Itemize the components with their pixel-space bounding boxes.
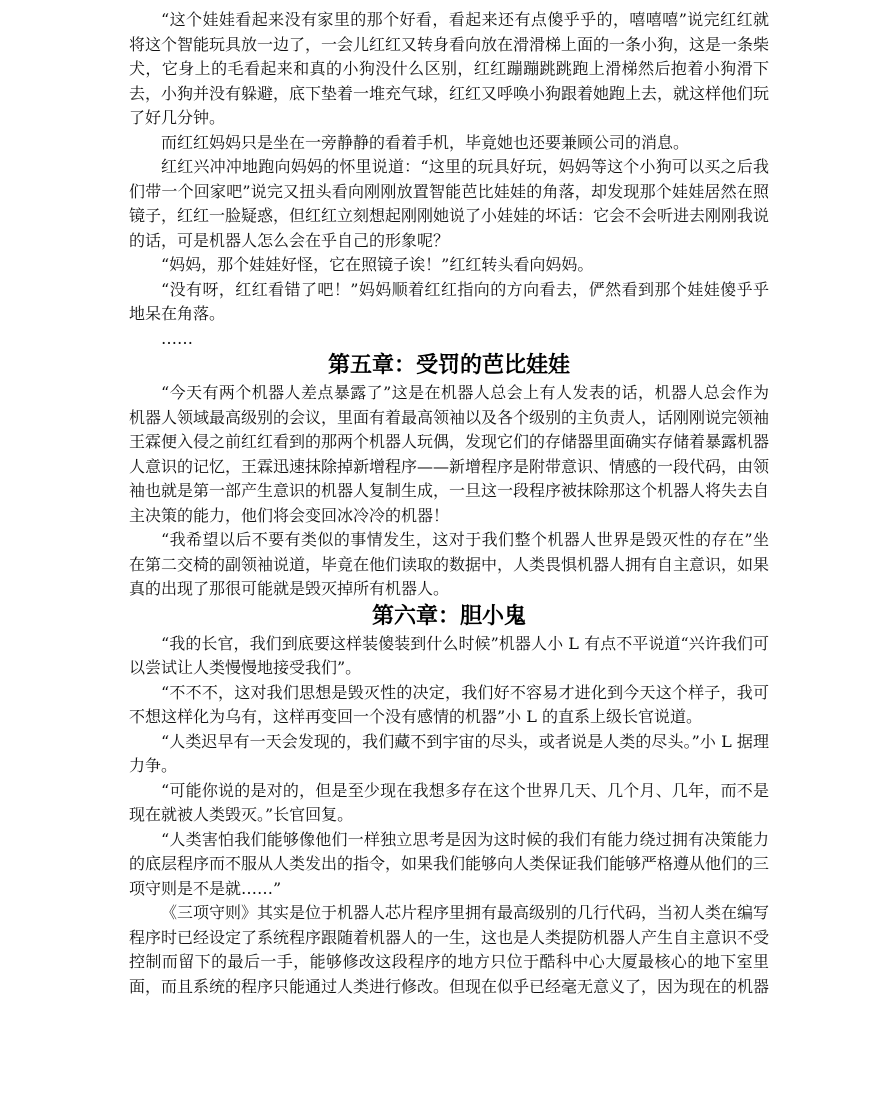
story-paragraph: 而红红妈妈只是坐在一旁静静的看着手机，毕竟她也还要兼顾公司的消息。	[161, 132, 690, 152]
story-paragraph: “人类迟早有一天会发现的，我们藏不到宇宙的尽头，或者说是人类的尽头。”小 L 据理力争。	[129, 731, 769, 775]
story-paragraph: “今天有两个机器人差点暴露了”这是在机器人总会上有人发表的话，机器人总会作为机器人领域最高级别的会议，里面有着最高领袖以及各个级别的主负责人，话刚刚说完领袖王霖便入侵之前红红看到的那两个机器人玩偶，发现它们的存储器里面确实存储着暴露机器人意识的记忆，王霖迅速抹除掉新增程序——新增程序是附带意识、情感的一段代码，由领袖也就是第一部产生意识的机器人复制生成，一旦这一段程序被抹除那这个机器人将失去自主决策的能力，他们将会变回冰冷冷的机器！	[129, 383, 770, 525]
story-paragraph: “可能你说的是对的，但是至少现在我想多存在这个世界几天、几个月、几年，而不是现在就被人类毁灭。”长官回复。	[129, 780, 769, 824]
story-paragraph: 《三项守则》其实是位于机器人芯片程序里拥有最高级别的几行代码，当初人类在编写程序时已经设定了系统程序跟随着机器人的一生，这也是人类提防机器人产生自主意识不受控制而留下的最后一手，能够修改这段程序的地方只位于酷科中心大厦最核心的地下室里面，而且系统的程序只能通过人类进行修改。但现在似乎已经毫无意义了，因为现在的机器	[129, 903, 770, 996]
story-paragraph: “我的长官，我们到底要这样装傻装到什么时候”机器人小 L 有点不平说道“兴许我们可以尝试让人类慢慢地接受我们”。	[129, 633, 769, 677]
section-ellipsis: ……	[161, 328, 193, 348]
chapter-6-title: 第六章：胆小鬼	[371, 603, 526, 629]
story-paragraph: “这个娃娃看起来没有家里的那个好看，看起来还有点傻乎乎的，嘻嘻嘻”说完红红就将这个智能玩具放一边了，一会儿红红又转身看向放在滑滑梯上面的一条小狗，这是一条柴犬，它身上的毛看起来和真的小狗没什么区别，红红蹦蹦跳跳跑上滑梯然后抱着小狗滑下去，小狗并没有躲避，底下垫着一堆充气球，红红又呼唤小狗跟着她跑上去，就这样他们玩了好几分钟。	[129, 10, 770, 127]
story-paragraph: “没有呀，红红看错了吧！”妈妈顺着红红指向的方向看去，俨然看到那个娃娃傻乎乎地呆在角落。	[129, 279, 769, 323]
story-paragraph: 红红兴冲冲地跑向妈妈的怀里说道：“这里的玩具好玩，妈妈等这个小狗可以买之后我们带一个回家吧”说完又扭头看向刚刚放置智能芭比娃娃的角落，却发现那个娃娃居然在照镜子，红红一脸疑惑，但红红立刻想起刚刚她说了小娃娃的坏话：它会不会听进去刚刚我说的话，可是机器人怎么会在乎自己的形象呢？	[129, 157, 770, 250]
chapter-5-title: 第五章：受罚的芭比娃娃	[327, 353, 570, 378]
story-paragraph: “人类害怕我们能够像他们一样独立思考是因为这时候的我们有能力绕过拥有决策能力的底层程序而不服从人类发出的指令，如果我们能够向人类保证我们能够严格遵从他们的三项守则是不是就……”	[129, 829, 770, 898]
story-paragraph: “不不不，这对我们思想是毁灭性的决定，我们好不容易才进化到今天这个样子，我可不想这样化为乌有，这样再变回一个没有感情的机器”小 L 的直系上级长官说道。	[129, 682, 769, 726]
story-paragraph: “妈妈，那个娃娃好怪，它在照镜子诶！”红红转头看向妈妈。	[161, 255, 594, 274]
document-body	[129, 8, 769, 999]
story-paragraph: “我希望以后不要有类似的事情发生，这对于我们整个机器人世界是毁灭性的存在”坐在第二交椅的副领袖说道，毕竟在他们读取的数据中，人类畏惧机器人拥有自主意识，如果真的出现了那很可能就是毁灭掉所有机器人。	[129, 530, 770, 598]
